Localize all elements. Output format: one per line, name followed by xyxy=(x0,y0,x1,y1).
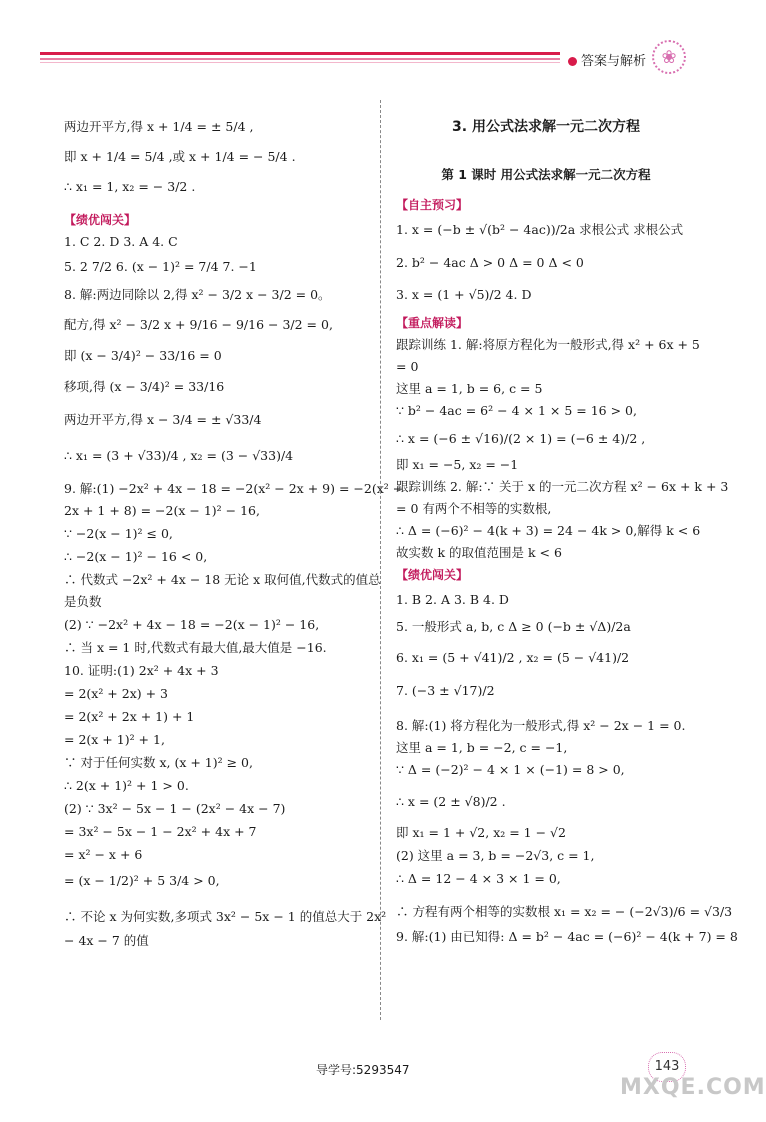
answer-line: = x² − x + 6 xyxy=(64,847,143,862)
answer-line: 即 x + 1/4 = 5/4 ,或 x + 1/4 = − 5/4 . xyxy=(64,149,296,164)
answer-line: ∴ 代数式 −2x² + 4x − 18 无论 x 取何值,代数式的值总 xyxy=(64,572,381,587)
answer-line: 8. 解:两边同除以 2,得 x² − 3/2 x − 3/2 = 0。 xyxy=(64,287,331,302)
answer-line: ∵ 对于任何实数 x, (x + 1)² ≥ 0, xyxy=(64,755,253,770)
answer-line: 故实数 k 的取值范围是 k < 6 xyxy=(396,545,562,560)
answer-line: = 3x² − 5x − 1 − 2x² + 4x + 7 xyxy=(64,824,257,839)
lesson-title: 第 1 课时 用公式法求解一元二次方程 xyxy=(441,167,651,182)
answer-line: ∴ 当 x = 1 时,代数式有最大值,最大值是 −16. xyxy=(64,640,327,655)
answer-line: 这里 a = 1, b = −2, c = −1, xyxy=(396,740,568,755)
answer-line: = (x − 1/2)² + 5 3/4 > 0, xyxy=(64,873,220,888)
answer-line: 3. x = (1 + √5)/2 4. D xyxy=(396,287,532,302)
header-rule xyxy=(40,52,560,64)
answer-line: ∴ 方程有两个相等的实数根 x₁ = x₂ = − (−2√3)/6 = √3/3 xyxy=(396,904,733,919)
section-tag: 【绩优闯关】 xyxy=(396,568,469,582)
answer-line: = 2(x² + 2x + 1) + 1 xyxy=(64,709,195,724)
answer-line: (2) 这里 a = 3, b = −2√3, c = 1, xyxy=(396,848,595,863)
answer-line: 9. 解:(1) −2x² + 4x − 18 = −2(x² − 2x + 9) = −2(x² − xyxy=(64,481,404,496)
answer-line: ∵ b² − 4ac = 6² − 4 × 1 × 5 = 16 > 0, xyxy=(396,403,637,418)
answer-line: 10. 证明:(1) 2x² + 4x + 3 xyxy=(64,663,219,678)
answer-line: 跟踪训练 1. 解:将原方程化为一般形式,得 x² + 6x + 5 xyxy=(396,337,700,352)
answer-line: 两边开平方,得 x + 1/4 = ± 5/4 , xyxy=(64,119,254,134)
answer-line: 两边开平方,得 x − 3/4 = ± √33/4 xyxy=(64,412,262,427)
answer-line: 即 x₁ = −5, x₂ = −1 xyxy=(396,457,519,472)
column-divider xyxy=(380,100,381,1020)
header-section-label: 答案与解析 xyxy=(568,50,646,69)
answer-line: = 0 有两个不相等的实数根, xyxy=(396,501,552,516)
answer-line: 1. B 2. A 3. B 4. D xyxy=(396,592,509,607)
footer-code: 导学号:5293547 xyxy=(316,1063,410,1077)
answer-line: ∵ Δ = (−2)² − 4 × 1 × (−1) = 8 > 0, xyxy=(396,762,625,777)
answer-line: 1. C 2. D 3. A 4. C xyxy=(64,234,178,249)
answer-line: 5. 2 7/2 6. (x − 1)² = 7/4 7. −1 xyxy=(64,259,257,274)
answer-line: ∴ x₁ = (3 + √33)/4 , x₂ = (3 − √33)/4 xyxy=(64,448,294,463)
answer-line: 是负数 xyxy=(64,594,102,609)
answer-line: ∴ Δ = 12 − 4 × 3 × 1 = 0, xyxy=(396,871,561,886)
answer-line: 2x + 1 + 8) = −2(x − 1)² − 16, xyxy=(64,503,260,518)
answer-line: 6. x₁ = (5 + √41)/2 , x₂ = (5 − √41)/2 xyxy=(396,650,630,665)
page-number: 143 xyxy=(648,1052,686,1082)
answer-line: = 2(x² + 2x) + 3 xyxy=(64,686,169,701)
answer-line: 即 x₁ = 1 + √2, x₂ = 1 − √2 xyxy=(396,825,566,840)
answer-line: 这里 a = 1, b = 6, c = 5 xyxy=(396,381,543,396)
flower-logo-icon: ❀ xyxy=(652,40,686,74)
answer-line: 2. b² − 4ac Δ > 0 Δ = 0 Δ < 0 xyxy=(396,255,584,270)
answer-line: 9. 解:(1) 由已知得: Δ = b² − 4ac = (−6)² − 4(k + 7) = 8 xyxy=(396,929,738,944)
answer-line: 8. 解:(1) 将方程化为一般形式,得 x² − 2x − 1 = 0. xyxy=(396,718,686,733)
answer-line: ∴ 2(x + 1)² + 1 > 0. xyxy=(64,778,189,793)
section-tag: 【重点解读】 xyxy=(396,316,469,330)
answer-line: − 4x − 7 的值 xyxy=(64,933,149,948)
section-tag: 【绩优闯关】 xyxy=(64,213,137,227)
answer-line: (2) ∵ −2x² + 4x − 18 = −2(x − 1)² − 16, xyxy=(64,617,320,632)
watermark: MXQE.COM xyxy=(620,1075,766,1100)
answer-line: ∴ x₁ = 1, x₂ = − 3/2 . xyxy=(64,179,196,194)
answer-line: = 2(x + 1)² + 1, xyxy=(64,732,165,747)
section-tag: 【自主预习】 xyxy=(396,198,469,212)
answer-line: = 0 xyxy=(396,359,419,374)
answer-line: 跟踪训练 2. 解:∵ 关于 x 的一元二次方程 x² − 6x + k + 3 xyxy=(396,479,729,494)
answer-line: ∴ Δ = (−6)² − 4(k + 3) = 24 − 4k > 0,解得 k < 6 xyxy=(396,523,701,538)
answer-line: ∵ −2(x − 1)² ≤ 0, xyxy=(64,526,173,541)
section-title: 3. 用公式法求解一元二次方程 xyxy=(452,119,640,135)
answer-line: ∴ x = (−6 ± √16)/(2 × 1) = (−6 ± 4)/2 , xyxy=(396,431,646,446)
answer-line: ∴ −2(x − 1)² − 16 < 0, xyxy=(64,549,208,564)
answer-line: ∴ x = (2 ± √8)/2 . xyxy=(396,794,506,809)
answer-line: 移项,得 (x − 3/4)² = 33/16 xyxy=(64,379,225,394)
answer-line: 1. x = (−b ± √(b² − 4ac))/2a 求根公式 求根公式 xyxy=(396,222,684,237)
answer-line: (2) ∵ 3x² − 5x − 1 − (2x² − 4x − 7) xyxy=(64,801,286,816)
answer-line: 配方,得 x² − 3/2 x + 9/16 − 9/16 − 3/2 = 0, xyxy=(64,317,333,332)
answer-line: ∴ 不论 x 为何实数,多项式 3x² − 5x − 1 的值总大于 2x² xyxy=(64,909,387,924)
red-dot-icon xyxy=(568,57,577,66)
answer-line: 即 (x − 3/4)² − 33/16 = 0 xyxy=(64,348,222,363)
answer-line: 7. (−3 ± √17)/2 xyxy=(396,683,495,698)
answer-line: 5. 一般形式 a, b, c Δ ≥ 0 (−b ± √Δ)/2a xyxy=(396,619,631,634)
